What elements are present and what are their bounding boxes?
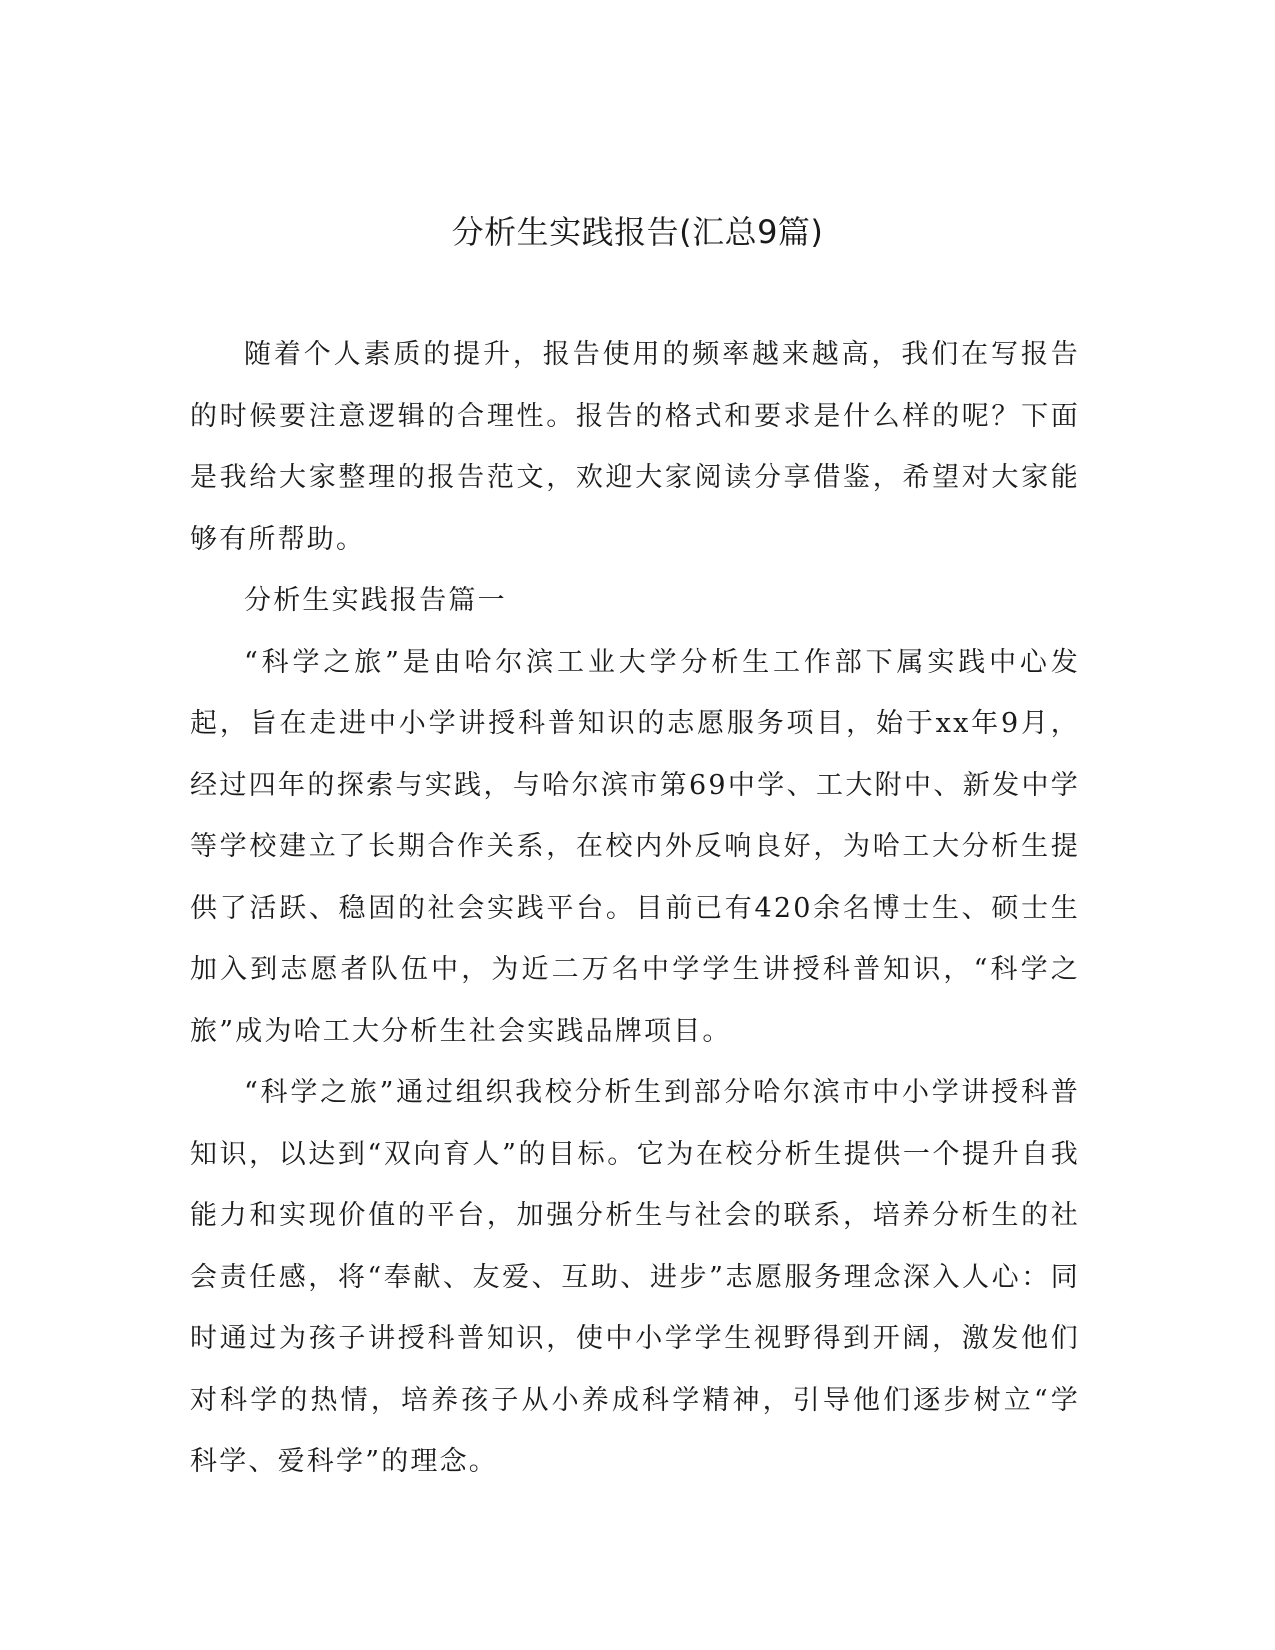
- document-title: 分析生实践报告(汇总9篇): [451, 213, 824, 251]
- body-paragraph: “科学之旅”是由哈尔滨工业大学分析生工作部下属实践中心发起，旨在走进中小学讲授科普知识的志愿服务项目，始于xx年9月，经过四年的探索与实践，与哈尔滨市第69中学、工大附中、新发中学等学校建立了长期合作关系，在校内外反响良好，为哈工大分析生提供了活跃、稳固的社会实践平台。目前已有420余名博士生、硕士生加入到志愿者队伍中，为近二万名中学学生讲授科普知识，“科学之旅”成为哈工大分析生社会实践品牌项目。: [190, 646, 1080, 1047]
- section-heading: 分析生实践报告篇一: [244, 585, 507, 616]
- document-body: [190, 324, 1080, 1493]
- body-paragraph: “科学之旅”通过组织我校分析生到部分哈尔滨市中小学讲授科普知识，以达到“双向育人”的目标。它为在校分析生提供一个提升自我能力和实现价值的平台，加强分析生与社会的联系，培养分析生的社会责任感，将“奉献、友爱、互助、进步”志愿服务理念深入人心：同时通过为孩子讲授科普知识，使中小学学生视野得到开阔，激发他们对科学的热情，培养孩子从小养成科学精神，引导他们逐步树立“学科学、爱科学”的理念。: [190, 1077, 1080, 1477]
- intro-paragraph: 随着个人素质的提升，报告使用的频率越来越高，我们在写报告的时候要注意逻辑的合理性。报告的格式和要求是什么样的呢？下面是我给大家整理的报告范文，欢迎大家阅读分享借鉴，希望对大家能够有所帮助。: [190, 339, 1080, 555]
